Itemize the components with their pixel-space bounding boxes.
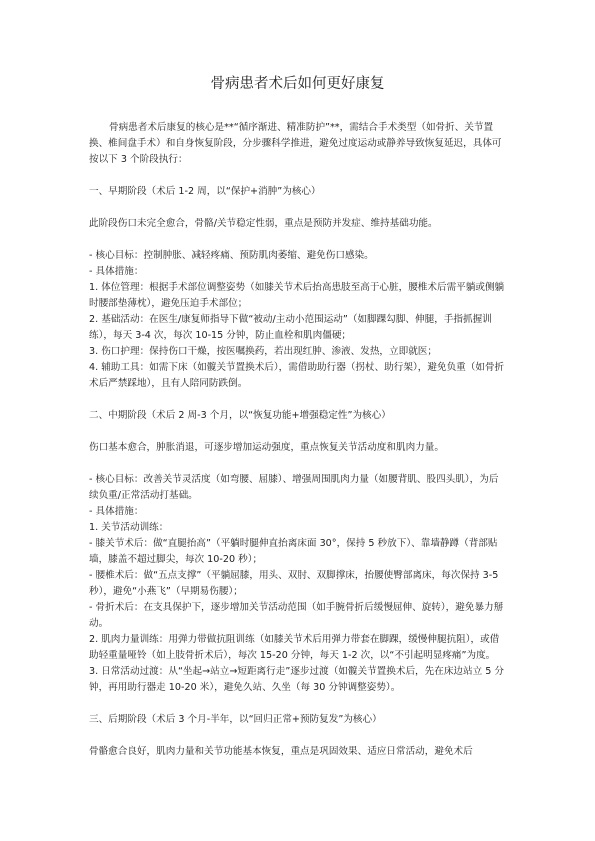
stage2-description: 伤口基本愈合，肿胀消退，可逐步增加运动强度，重点恢复关节活动度和肌肉力量。 — [89, 442, 444, 453]
stage2-measure-item: - 骨折术后：在支具保护下，逐步增加关节活动范围（如手腕骨折后缓慢屈伸、旋转），避免暴力掰动。 — [89, 602, 504, 629]
stage3-heading: 三、后期阶段（术后 3 个月-半年，以“回归正常+预防复发”为核心） — [89, 714, 382, 725]
stage3-description: 骨骼愈合良好，肌肉力量和关节功能基本恢复，重点是巩固效果、适应日常活动，避免术后 — [89, 746, 473, 757]
stage2-heading: 二、中期阶段（术后 2 周-3 个月，以“恢复功能+增强稳定性”为核心） — [89, 410, 391, 421]
intro-paragraph: 骨病患者术后康复的核心是**“循序渐进、精准防护”**，需结合手术类型（如骨折、关节置换、椎间盘手术）和自身恢复阶段，分步骤科学推进，避免过度运动或静养导致恢复延迟，具体可按以下 3 个阶段执行： — [89, 122, 502, 165]
stage1-measure-item: 2. 基础活动：在医生/康复师指导下做“被动/主动小范围运动”（如脚踝勾脚、伸腿，手指抓握训练），每天 3-4 次，每次 10-15 分钟，防止血栓和肌肉僵硬； — [89, 314, 492, 341]
stage2-measure-item: 2. 肌肉力量训练：用弹力带做抗阻训练（如膝关节术后用弹力带套在脚踝，缓慢伸腿抗阻），或借助轻重量哑铃（如上肢骨折术后），每次 15-20 分钟，每天 1-2 次，以“不引起明显疼痛”为度。 — [89, 634, 500, 661]
stage1-measures-label: - 具体措施： — [89, 266, 144, 277]
stage2-measure-item: 3. 日常活动过渡：从“坐起→站立→短距离行走”逐步过渡（如髋关节置换术后，先在床边站立 5 分钟，再用助行器走 10-20 米），避免久站、久坐（每 30 分钟调整姿势）。 — [89, 666, 504, 693]
stage2-measure-item: - 膝关节术后：做“直腿抬高”（平躺时腿伸直抬离床面 30°，保持 5 秒放下）、靠墙静蹲（背部贴墙，膝盖不超过脚尖，每次 10-20 秒）； — [89, 538, 498, 565]
stage1-measure-item: 1. 体位管理：根据手术部位调整姿势（如膝关节术后抬高患肢至高于心脏，腰椎术后需平躺或侧躺时腰部垫薄枕），避免压迫手术部位； — [89, 282, 505, 309]
stage1-description: 此阶段伤口未完全愈合，骨骼/关节稳定性弱，重点是预防并发症、维持基础功能。 — [89, 218, 438, 229]
stage2-goal: - 核心目标：改善关节灵活度（如弯腰、屈膝）、增强周围肌肉力量（如腰背肌、股四头肌），为后续负重/正常活动打基础。 — [89, 474, 499, 501]
stage1-measure-item: 3. 伤口护理：保持伤口干燥，按医嘱换药，若出现红肿、渗液、发热，立即就医； — [89, 346, 437, 357]
stage2-measure-item: - 腰椎术后：做“五点支撑”（平躺屈膝，用头、双肘、双脚撑床，抬腰使臀部离床，每次保持 3-5 秒），避免“小燕飞”（早期易伤腰）； — [89, 570, 499, 597]
stage2-measures-label: - 具体措施： — [89, 506, 144, 517]
document-title: 骨病患者术后如何更好康复 — [210, 76, 385, 92]
document-body — [89, 120, 507, 760]
stage1-heading: 一、早期阶段（术后 1-2 周，以“保护+消肿”为核心） — [89, 186, 321, 197]
stage1-goal: - 核心目标：控制肿胀、减轻疼痛、预防肌肉萎缩、避免伤口感染。 — [89, 250, 374, 261]
stage1-measure-item: 4. 辅助工具：如需下床（如髋关节置换术后），需借助助行器（拐杖、助行架），避免负重（如骨折术后严禁踩地），且有人陪同防跌倒。 — [89, 362, 505, 389]
stage2-measure-item: 1. 关节活动训练： — [89, 522, 169, 533]
